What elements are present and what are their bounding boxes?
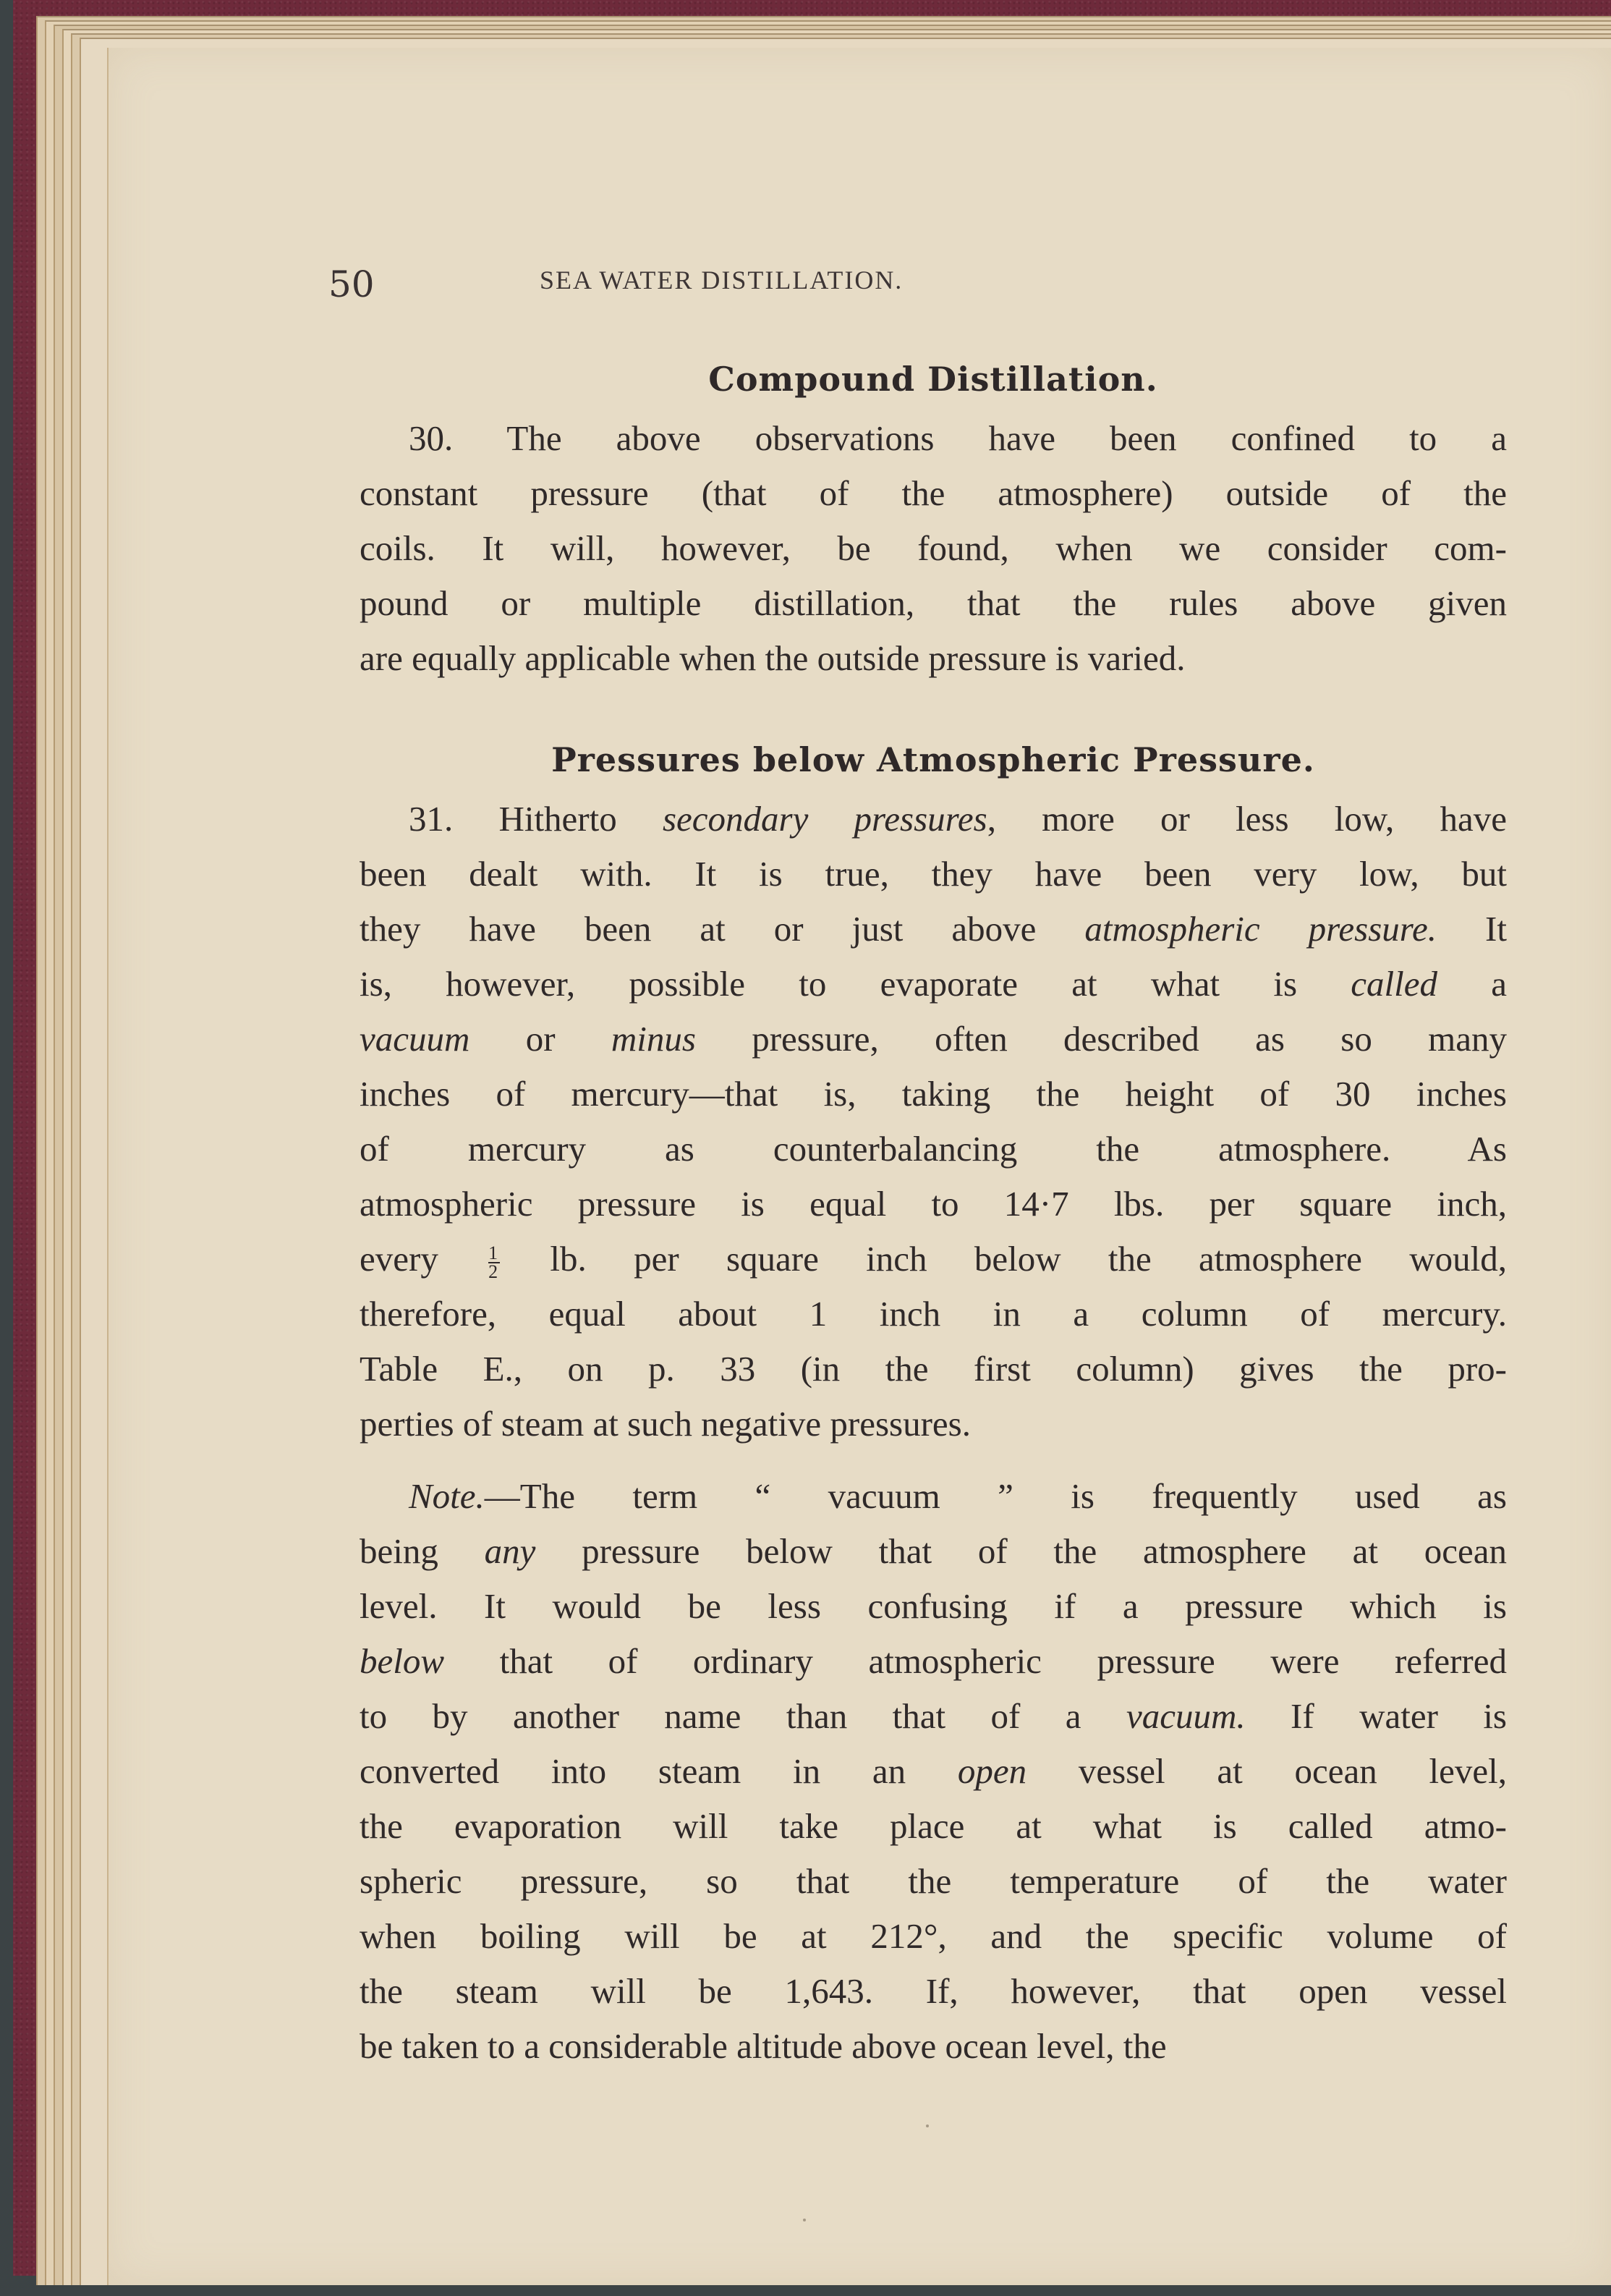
italic-text: atmospheric pressure.	[1084, 909, 1437, 949]
fraction-denominator: 2	[488, 1261, 498, 1282]
text-line: spheric pressure, so that the temperature of the water	[360, 1861, 1507, 1901]
text-run: being	[360, 1531, 485, 1571]
note-paragraph	[360, 1469, 1507, 2074]
text-run: a	[1437, 964, 1508, 1004]
text-line	[360, 902, 1507, 957]
text-run: that of ordinary atmospheric pressure were referred	[444, 1641, 1507, 1681]
fraction-numerator: 1	[488, 1242, 498, 1263]
text-run: pressure, often described as so many	[695, 1019, 1507, 1059]
text-line: the steam will be 1,643. If, however, that open vessel	[360, 1971, 1507, 2011]
text-line	[360, 1524, 1507, 1579]
text-run: , more or less low, have	[987, 799, 1507, 839]
text-line	[360, 1232, 1507, 1287]
italic-text: open	[957, 1751, 1027, 1791]
book-page	[107, 48, 1611, 2285]
running-head	[109, 256, 1611, 314]
text-run: they have been at or just above	[360, 909, 1085, 949]
text-line: Table E., on p. 33 (in the first column) gives the pro-	[360, 1349, 1507, 1389]
italic-text: called	[1351, 964, 1438, 1004]
text-line: been dealt with. It is true, they have been very low, but	[360, 854, 1507, 894]
text-run: or	[469, 1019, 611, 1059]
text-line: perties of steam at such negative pressures.	[360, 1404, 971, 1444]
text-run: vessel at ocean level,	[1026, 1751, 1507, 1791]
italic-text: vacuum	[360, 1019, 470, 1059]
text-line: the evaporation will take place at what is called atmo-	[360, 1806, 1507, 1846]
section-heading-pressures-below-atmospheric: Pressures below Atmospheric Pressure.	[551, 740, 1315, 779]
page-edges	[36, 12, 1611, 2285]
text-line: level. It would be less confusing if a pressure which is	[360, 1586, 1507, 1626]
paper-speck	[803, 2219, 806, 2221]
text-run: to by another name than that of a	[360, 1696, 1126, 1736]
text-run: pressure below that of the atmosphere at ocean	[535, 1531, 1507, 1571]
paper-speck	[926, 2125, 929, 2127]
section-heading-compound-distillation: Compound Distillation.	[708, 360, 1158, 399]
text-line	[360, 1689, 1507, 1744]
text-line: 30. The above observations have been confined to a	[409, 418, 1507, 458]
text-line: pound or multiple distillation, that the rules above given	[360, 583, 1507, 623]
text-line	[360, 957, 1507, 1012]
italic-text: Note.	[409, 1476, 485, 1516]
text-line	[360, 792, 1507, 847]
text-line: inches of mercury—that is, taking the height of 30 inches	[360, 1074, 1507, 1114]
paragraph-30	[360, 411, 1507, 686]
italic-text: secondary pressures	[662, 799, 987, 839]
text-run: 31. Hitherto	[409, 799, 663, 839]
text-run: lb. per square inch below the atmosphere would,	[503, 1239, 1507, 1279]
italic-text: vacuum.	[1126, 1696, 1246, 1736]
text-line: of mercury as counterbalancing the atmosphere. As	[360, 1129, 1507, 1169]
italic-text: below	[360, 1641, 445, 1681]
text-line: be taken to a considerable altitude above ocean level, the	[360, 2026, 1167, 2066]
text-run: converted into steam in an	[360, 1751, 958, 1791]
text-line: atmospheric pressure is equal to 14·7 lbs. per square inch,	[360, 1184, 1507, 1224]
text-line: when boiling will be at 212°, and the specific volume of	[360, 1916, 1507, 1956]
text-run: every	[360, 1239, 486, 1279]
running-title: SEA WATER DISTILLATION.	[540, 266, 904, 295]
text-line: constant pressure (that of the atmosphere) outside of the	[360, 473, 1507, 513]
text-run: If water is	[1245, 1696, 1507, 1736]
italic-text: minus	[611, 1019, 696, 1059]
text-line: coils. It will, however, be found, when we consider com-	[360, 528, 1507, 568]
text-line	[360, 1744, 1507, 1799]
text-line: are equally applicable when the outside pressure is varied.	[360, 638, 1186, 678]
text-run: It	[1437, 909, 1507, 949]
text-line	[360, 1469, 1507, 1524]
text-run: —The term “ vacuum ” is frequently used as	[484, 1476, 1507, 1516]
text-line	[360, 1634, 1507, 1689]
fraction-one-half	[488, 1242, 500, 1282]
italic-text: any	[484, 1531, 536, 1571]
page-number: 50	[328, 263, 375, 305]
text-line	[360, 1012, 1507, 1067]
page-body	[360, 352, 1507, 2074]
paragraph-31	[360, 792, 1507, 1452]
text-run: is, however, possible to evaporate at what is	[360, 964, 1351, 1004]
text-line: therefore, equal about 1 inch in a column of mercury.	[360, 1294, 1507, 1334]
